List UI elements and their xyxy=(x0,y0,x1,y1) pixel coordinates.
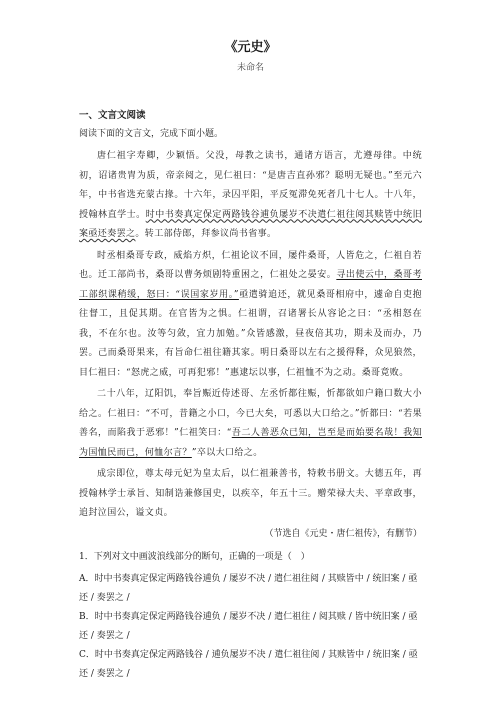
passage-text: 二十八年，辽阳饥，奉旨赈近侍述哥、左丞忻都往赈，忻都欲如户籍口数大小给之。仁祖曰：“不可，昔籍之小口，今已大矣，可悉以大口给之。”忻都曰：“若果善名，而陷我于恶邪！”仁祖笑曰：“ xyxy=(79,389,422,438)
document-author: 未命名 xyxy=(236,63,264,73)
answer-option-b[interactable]: B．时中书奏真定保定两路钱谷逋负 / 屡岁不决 / 遣仁祖往 / 阅其赎 / 皆中统旧案 / 亟还 / 奏罢之 / xyxy=(79,611,418,641)
passage-text: ”卒以大口给之。 xyxy=(191,447,263,458)
answer-option-c[interactable]: C．时中书奏真定保定两路钱谷 / 逋负屡岁不决 / 遣仁祖往阅 / 其赎皆中 / 统旧案 / 亟还 / 奏罢之 / xyxy=(79,649,418,679)
source-note: （节选自《元史・唐仁祖传》，有删节） xyxy=(264,528,422,539)
passage-paragraph-2 xyxy=(79,247,422,384)
passage-text: 时丞相桑哥专政，威焰方炽，仁祖论议不回，屡件桑哥，人皆危之，仁祖自若也。迁工部尚书，桑哥以曹务烦剧特重困之，仁祖处之晏安。 xyxy=(79,250,422,280)
passage-text: 亟遣骑追还，就见桑哥相府中，遽命自吏抱往督工，且促其期。在官皆为之惧。仁祖谓，召诸署长从容论之曰：“丞相怒在我，不在尔也。汝等匀敛，宜力加勉。”众皆感激，昼夜倍其功，期未及而办，乃罢。己而桑哥果来，有旨命仁祖往籍其家。明日桑哥以左右之援得释，众见狼然，目仁祖曰：“怒虎之威，可再犯邪！”惠逮坛以事，仁祖恤不为之动。桑哥竟败。 xyxy=(79,289,423,378)
answer-option-a[interactable]: A．时中书奏真定保定两路钱谷逋负 / 屡岁不决 / 遣仁祖往阅 / 其赎皆中 / 统旧案 / 亟还 / 奏罢之 / xyxy=(79,573,418,603)
underlined-sentence: 吾二人善恶众已知，岂至是而始要名哉！我知为国恤民而已，何恤尔言？ xyxy=(79,428,422,458)
document-title: 《元史》 xyxy=(224,40,277,55)
passage-text: 唐仁祖字寿卿，少颖悟。父没，母教之读书，通诸方语言，尤遵母律。中统初，诏诸贵胄为质，帝亲阅之，见仁祖曰：“是唐吉直孙邪？聪明无疑也。”至元六年，中书省选充蒙古掾。十六年，录囚平阳，平反冤滞免死者几十七人。十八年，授翰林直学士。 xyxy=(79,151,422,220)
passage-text: 。转工部侍郎，拜参议尚书省事。 xyxy=(135,229,277,239)
passage-paragraph-3 xyxy=(79,385,422,463)
passage-paragraph-1 xyxy=(79,147,422,245)
section-heading: 一、文言文阅读 xyxy=(79,110,146,121)
section-instructions: 阅读下面的文言文，完成下面小题。 xyxy=(79,129,224,139)
wavy-underlined-sentence: 时中书奏真定保定两路钱谷逋负屡岁不决遣仁祖往阅其赎皆中统旧案亟还奏罢之 xyxy=(79,209,422,239)
underlined-sentence: 寻出使云中，桑哥考工部织课稍缓，怒曰：“误国家岁用。” xyxy=(79,270,422,300)
passage-paragraph-4: 成宗即位，尊太母元妃为皇太后，以仁祖兼善书，特敕书册文。大德五年，再授翰林学士承旨、知制诰兼修国史，以疾卒，年五十三。赠荣禄大夫、平章政事，追封泣国公，谥文贞。 xyxy=(79,469,422,518)
question-stem: 1．下列对文中画波浪线部分的断句，正确的一项是（ ） xyxy=(79,551,310,562)
